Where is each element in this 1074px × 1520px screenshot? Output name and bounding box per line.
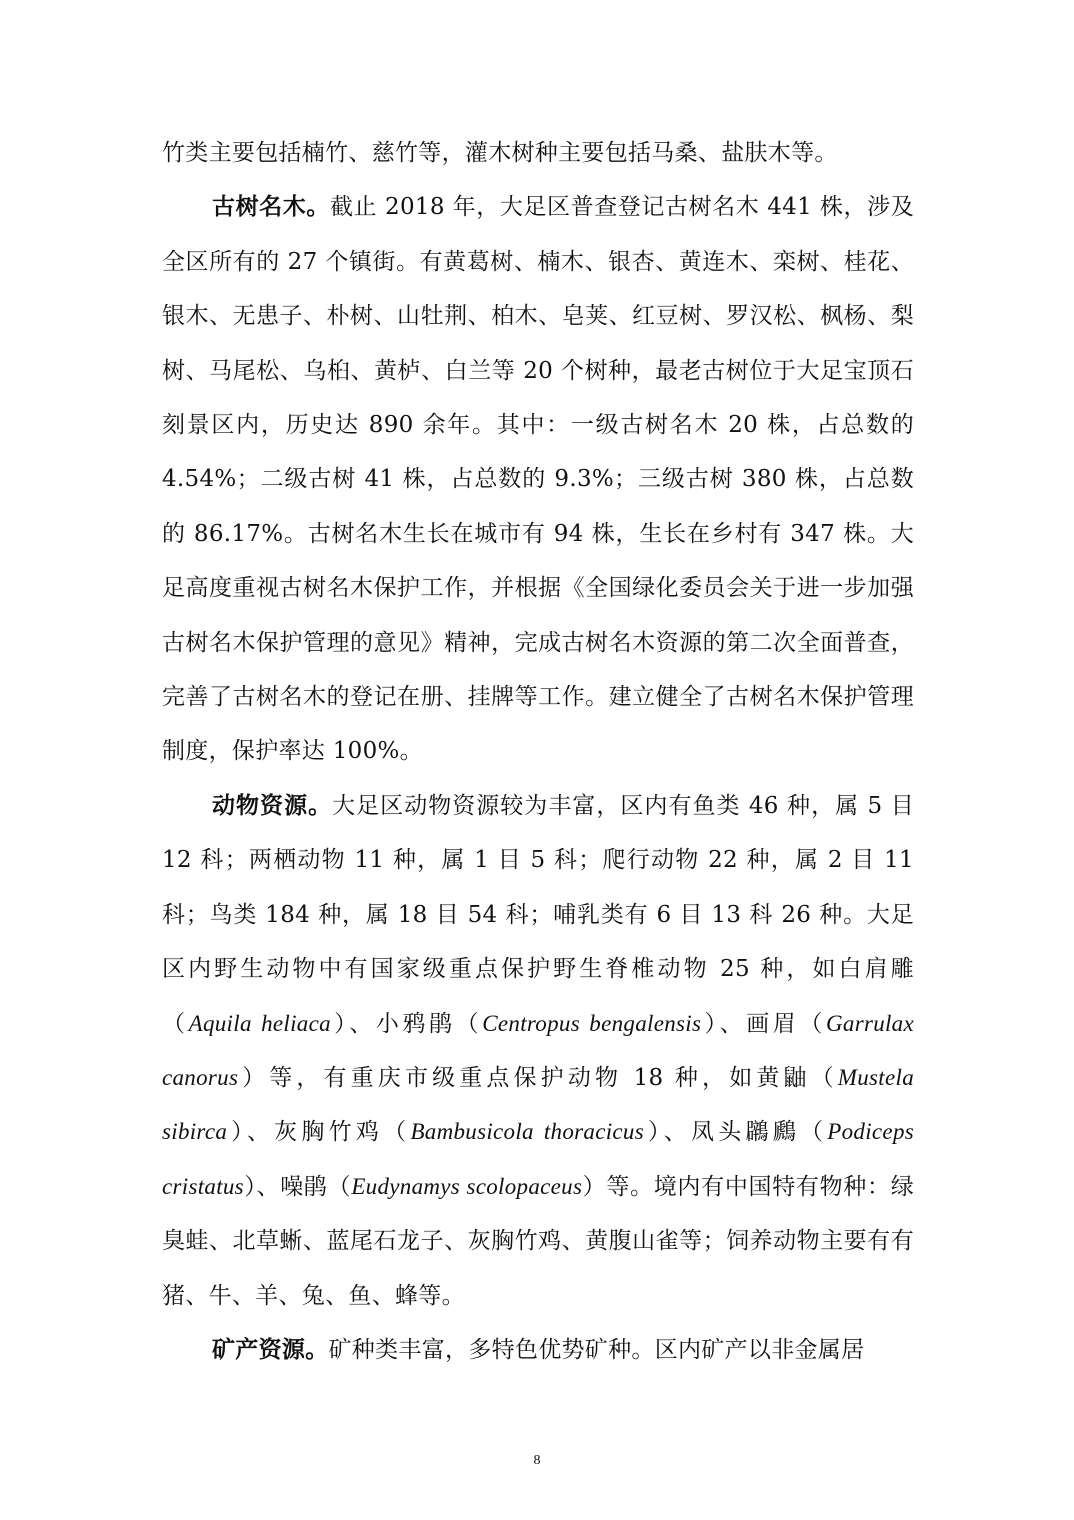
paragraph-text: 大足区动物资源较为丰富，区内有鱼类 46 种，属 5 目 12 科；两栖动物 11 种，属 1 目 5 科；爬行动物 22 种，属 2 目 11 科；鸟类 184 种，属 18 目 54 科；哺乳类有 6 目 13 科 26 种。大足区内野生动物中有国家级重点保护野生脊椎动物 25 种，如白肩雕（ bbox=[162, 792, 915, 1037]
latin-name: Mustela sibirca bbox=[162, 1064, 914, 1145]
paragraph-text: 竹类主要包括楠竹、慈竹等，灌木树种主要包括马桑、盐肤木等。 bbox=[162, 140, 838, 166]
page-number: 8 bbox=[533, 1453, 541, 1468]
paragraph-text: ）、凤头鸊鷉（ bbox=[643, 1119, 828, 1146]
paragraph-mineral-resources bbox=[162, 1323, 914, 1377]
latin-name: Podiceps cristatus bbox=[162, 1119, 914, 1199]
paragraph-text: ）、灰胸竹鸡（ bbox=[227, 1119, 411, 1146]
paragraph-text: ）等，有重庆市级重点保护动物 18 种，如黄鼬（ bbox=[238, 1064, 838, 1091]
paragraph-text: ）、噪鹃（ bbox=[243, 1173, 352, 1200]
paragraph-animal-resources bbox=[162, 779, 914, 1323]
paragraph-bamboo-shrubs bbox=[162, 126, 914, 180]
section-heading-animal-resources: 动物资源。 bbox=[212, 791, 333, 819]
latin-name: Bambusicola thoracicus bbox=[410, 1119, 644, 1145]
section-heading-ancient-trees: 古树名木。 bbox=[212, 193, 330, 221]
latin-name: Garrulax canorus bbox=[162, 1010, 914, 1090]
paragraph-text: ）、小鸦鹃（ bbox=[330, 1010, 483, 1037]
paragraph-text: 矿种类丰富，多特色优势矿种。区内矿产以非金属居 bbox=[328, 1336, 865, 1363]
latin-name: Centropus bengalensis bbox=[482, 1010, 702, 1036]
paragraph-text: 截止 2018 年，大足区普查登记古树名木 441 株，涉及全区所有的 27 个镇街。有黄葛树、楠木、银杏、黄连木、栾树、桂花、银木、无患子、朴树、山牡荆、柏木、皂荚、红豆树、罗汉松、枫杨、梨树、马尾松、乌桕、黄栌、白兰等 20 个树种，最老古树位于大足宝顶石刻景区内，历史达 890 余年。其中：一级古树名木 20 株，占总数的 4.54%；二级古树 41 株，占总数的 9.3%；三级古树 380 株，占总数的 86.17%。古树名木生长在城市有 94 株，生长在乡村有 347 株。大足高度重视古树名木保护工作，并根据《全国绿化委员会关于进一步加强古树名木保护管理的意见》精神，完成古树名木资源的第二次全面普查，完善了古树名木的登记在册、挂牌等工作。建立健全了古树名木保护管理制度，保护率达 100%。 bbox=[162, 194, 914, 765]
paragraph-text: ）等。境内有中国特有物种：绿臭蛙、北草蜥、蓝尾石龙子、灰胸竹鸡、黄腹山雀等；饲养动物主要有有猪、牛、羊、兔、鱼、蜂等。 bbox=[162, 1173, 915, 1309]
section-heading-mineral-resources: 矿产资源。 bbox=[212, 1335, 329, 1363]
body-text bbox=[162, 126, 914, 1377]
paragraph-ancient-trees bbox=[162, 180, 914, 778]
latin-name: Eudynamys scolopaceus bbox=[351, 1173, 583, 1199]
paragraph-text: ）、画眉（ bbox=[701, 1010, 826, 1037]
latin-name: Aquila heliaca bbox=[188, 1010, 331, 1036]
